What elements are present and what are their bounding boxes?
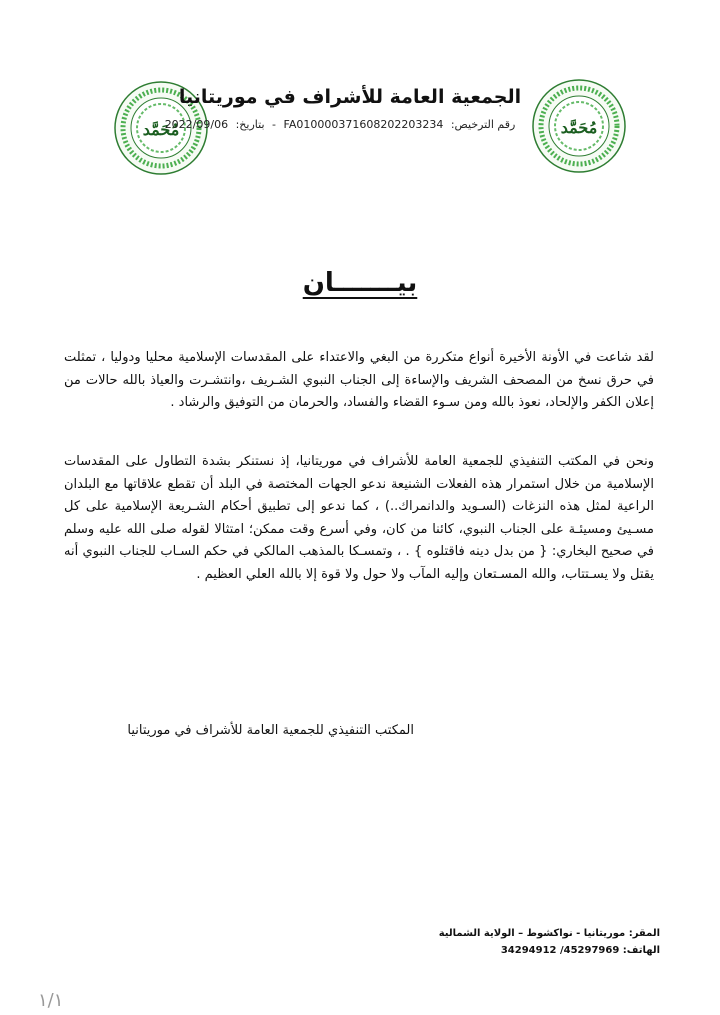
organization-title: الجمعية العامة للأشراف في موريتانيا — [178, 86, 522, 108]
statement-paragraph-2: ونحن في المكتب التنفيذي للجمعية العامة للأشراف في موريتانيا، إذ نستنكر بشدة التطاول على المقدسات الإسلامية من خلال استمرار هذه الفعلات الشنيعة ندعو الجهات المختصة في البلد أن تقطع علاقاتها مع البلدان الراعية لمثل هذه النزغات (السـويد والدانمراك..) ، كما ندعو إلى تطبيق أحكام الشـريعة الإسلامية على كل مسـيئ ومسيئـة على الجناب النبوي، كائنا من كان، وفي أسرع وقت ممكن؛ امتثالا لقوله صلى الله عليه وسلم في صحيح البخاري: { من بدل دينه فاقتلوه } . ، وتمسـكا بالمذهب المالكي في حكم السـاب للجناب النبوي أنه يقتل ولا يسـتتاب، والله المسـتعان وإليه المآب ولا حول ولا قوة إلا بالله العلي العظيم . — [64, 454, 654, 582]
license-date: 2022/09/06 — [164, 118, 229, 131]
footer-phone — [430, 945, 660, 956]
license-line — [150, 118, 530, 131]
phone-number: 45297969/ 34294912 — [500, 945, 620, 956]
phone-label: الهاتف: — [622, 945, 660, 956]
license-label: رقم الترخيص: — [450, 118, 516, 131]
statement-paragraph-1: لقد شاعت في الأونة الأخيرة أنواع متكررة من البغي والاعتداء على المقدسات الإسلامية محليا ودوليا ، تمثلت في حرق نسخ من المصحف الشريف والإساءة إلى الجناب النبوي الشـريف ،وانتشـرت والعياذ بالله حالات من إعلان الكفر والإلحاد، نعوذ بالله ومن سـوء القضاء والفساد، والحرمان من التوفيق والرشاد . — [64, 350, 654, 410]
seal-center-text: مُحَمَّد — [560, 118, 598, 137]
document-heading — [200, 268, 520, 298]
page-number: ١/١ — [38, 990, 64, 1011]
seal-center-text: مُحَمَّد — [142, 120, 180, 139]
date-label: بتاريخ: — [235, 118, 265, 131]
heading-text: بيـــــــان — [302, 268, 418, 298]
footer-address: المقر: موريتانيا - نواكشوط – الولاية الشمالية — [438, 928, 660, 939]
signature-line: المكتب التنفيذي للجمعية العامة للأشراف في موريتانيا — [127, 723, 414, 738]
license-number: FA010000371608202203234 — [283, 118, 444, 131]
license-separator: - — [272, 118, 276, 131]
